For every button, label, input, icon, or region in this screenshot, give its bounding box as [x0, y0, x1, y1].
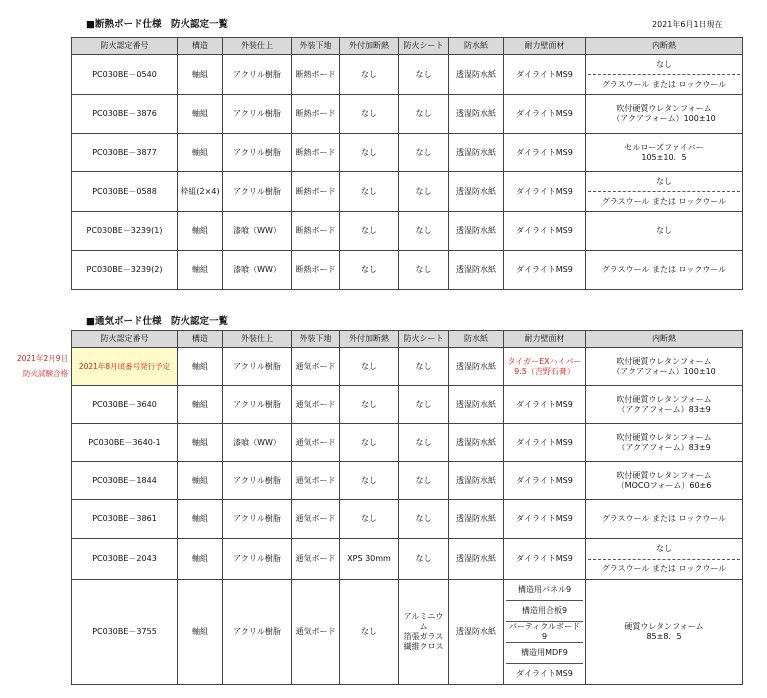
exterior-finish-cell: アクリル樹脂	[223, 55, 292, 95]
waterproof-paper-cell: 透湿防水紙	[449, 386, 504, 424]
table-row	[72, 172, 743, 212]
inner-insulation-cell: グラスウール または ロックウール	[586, 500, 743, 539]
exterior-finish-cell: アクリル樹脂	[223, 580, 292, 685]
table-row	[72, 212, 743, 251]
bearing-wall-board-cell: ダイライトMS9	[504, 251, 586, 290]
waterproof-paper-cell: 透湿防水紙	[449, 500, 504, 539]
bearing-wall-board-cell: ダイライトMS9	[504, 539, 586, 580]
table-row	[72, 539, 743, 580]
table-row	[72, 386, 743, 424]
header-cert-number: 防火認定番号	[72, 331, 178, 348]
header-structure: 構造	[178, 331, 223, 348]
exterior-base-cell: 断熱ボード	[292, 212, 340, 251]
inner-insulation-cell	[586, 539, 743, 580]
test-pass-note	[0, 351, 68, 381]
fire-sheet-cell: なし	[399, 500, 449, 539]
outer-insulation-cell: XPS 30mm	[340, 539, 399, 580]
cert-number-cell: PC030BE－0540	[72, 55, 178, 95]
exterior-base-cell: 断熱ボード	[292, 172, 340, 212]
cert-number-cell: PC030BE－3861	[72, 500, 178, 539]
inner-insulation-option: グラスウール または ロックウール	[588, 191, 740, 211]
test-pass-note-line1: 2021年2月9日	[16, 354, 68, 363]
exterior-base-cell: 通気ボード	[292, 580, 340, 685]
exterior-finish-cell: アクリル樹脂	[223, 386, 292, 424]
waterproof-paper-cell: 透湿防水紙	[449, 95, 504, 134]
fire-sheet-cell: なし	[399, 348, 449, 386]
table-row	[72, 424, 743, 462]
outer-insulation-cell: なし	[340, 424, 399, 462]
exterior-finish-cell: 漆喰（WW）	[223, 424, 292, 462]
header-exterior-base: 外装下地	[292, 331, 340, 348]
cert-number-cell: PC030BE－3876	[72, 95, 178, 134]
fire-sheet-cell: なし	[399, 212, 449, 251]
outer-insulation-cell: なし	[340, 251, 399, 290]
section2-title: ■通気ボード仕様 防火認定一覧	[86, 316, 228, 327]
exterior-base-cell: 断熱ボード	[292, 251, 340, 290]
fire-cert-table-insulation-board	[71, 37, 743, 290]
inner-insulation-cell: なし	[586, 212, 743, 251]
outer-insulation-cell: なし	[340, 212, 399, 251]
bearing-wall-board-cell: ダイライトMS9	[504, 95, 586, 134]
bearing-wall-board-cell: タイガーEXハイパー 9.5（吉野石膏）	[504, 348, 586, 386]
waterproof-paper-cell: 透湿防水紙	[449, 134, 504, 172]
section1-title: ■断熱ボード仕様 防火認定一覧	[86, 19, 228, 30]
inner-insulation-cell	[586, 55, 743, 95]
exterior-base-cell: 通気ボード	[292, 462, 340, 500]
exterior-finish-cell: アクリル樹脂	[223, 95, 292, 134]
header-inner-insulation: 内断熱	[586, 331, 743, 348]
exterior-finish-cell: アクリル樹脂	[223, 348, 292, 386]
exterior-finish-cell: 漆喰（WW）	[223, 212, 292, 251]
cert-number-cell: PC030BE－3239(2)	[72, 251, 178, 290]
waterproof-paper-cell: 透湿防水紙	[449, 462, 504, 500]
outer-insulation-cell: なし	[340, 348, 399, 386]
bearing-wall-board-cell: ダイライトMS9	[504, 462, 586, 500]
fire-sheet-cell: なし	[399, 462, 449, 500]
inner-insulation-cell: 吹付硬質ウレタンフォーム （アクアフォーム）100±10	[586, 95, 743, 134]
fire-sheet-cell: なし	[399, 539, 449, 580]
exterior-finish-cell: アクリル樹脂	[223, 172, 292, 212]
outer-insulation-cell: なし	[340, 55, 399, 95]
exterior-finish-cell: アクリル樹脂	[223, 539, 292, 580]
inner-insulation-option: なし	[656, 543, 672, 553]
structure-cell: 枠組(2×4)	[178, 172, 223, 212]
inner-insulation-cell: セルローズファイバー 105±10．5	[586, 134, 743, 172]
header-bearing-wall-board: 耐力壁面材	[504, 331, 586, 348]
bearing-wall-board-cell: ダイライトMS9	[504, 134, 586, 172]
inner-insulation-cell: グラスウール または ロックウール	[586, 251, 743, 290]
exterior-base-cell: 通気ボード	[292, 348, 340, 386]
header-inner-insulation: 内断熱	[586, 38, 743, 55]
table-row	[72, 134, 743, 172]
exterior-base-cell: 通気ボード	[292, 386, 340, 424]
structure-cell: 軸組	[178, 212, 223, 251]
structure-cell: 軸組	[178, 251, 223, 290]
waterproof-paper-cell: 透湿防水紙	[449, 580, 504, 685]
table-row	[72, 462, 743, 500]
cert-number-cell: 2021年8月頃番号発行予定	[72, 348, 178, 386]
waterproof-paper-cell: 透湿防水紙	[449, 539, 504, 580]
section1-date: 2021年6月1日現在	[652, 20, 723, 29]
header-fire-sheet: 防火シート	[399, 331, 449, 348]
inner-insulation-option: グラスウール または ロックウール	[588, 74, 740, 94]
inner-insulation-cell: 吹付硬質ウレタンフォーム （アクアフォーム）100±10	[586, 348, 743, 386]
exterior-base-cell: 通気ボード	[292, 539, 340, 580]
inner-insulation-cell: 吹付硬質ウレタンフォーム （アクアフォーム）83±9	[586, 424, 743, 462]
exterior-finish-cell: アクリル樹脂	[223, 134, 292, 172]
bearing-wall-board-cell: ダイライトMS9	[504, 172, 586, 212]
structure-cell: 軸組	[178, 134, 223, 172]
outer-insulation-cell: なし	[340, 172, 399, 212]
fire-sheet-cell: なし	[399, 251, 449, 290]
exterior-finish-cell: アクリル樹脂	[223, 462, 292, 500]
exterior-finish-cell: 漆喰（WW）	[223, 251, 292, 290]
inner-insulation-cell: 硬質ウレタンフォーム 85±8．5	[586, 580, 743, 685]
exterior-base-cell: 断熱ボード	[292, 55, 340, 95]
inner-insulation-option: なし	[656, 59, 672, 69]
header-fire-sheet: 防火シート	[399, 38, 449, 55]
table-row	[72, 500, 743, 539]
fire-cert-table-vent-board	[71, 330, 743, 685]
structure-cell: 軸組	[178, 95, 223, 134]
structure-cell: 軸組	[178, 424, 223, 462]
fire-sheet-cell: なし	[399, 172, 449, 212]
bearing-wall-board-option: パーティクルボード9	[506, 621, 583, 642]
waterproof-paper-cell: 透湿防水紙	[449, 424, 504, 462]
exterior-base-cell: 断熱ボード	[292, 134, 340, 172]
waterproof-paper-cell: 透湿防水紙	[449, 212, 504, 251]
bearing-wall-board-cell: ダイライトMS9	[504, 55, 586, 95]
header-exterior-finish: 外装仕上	[223, 331, 292, 348]
inner-insulation-option: グラスウール または ロックウール	[588, 559, 740, 580]
test-pass-note-line2: 防火試験合格	[23, 369, 68, 378]
bearing-wall-board-option: ダイライトMS9	[506, 663, 583, 684]
bearing-wall-board-option: 構造用パネル9	[517, 585, 572, 594]
structure-cell: 軸組	[178, 500, 223, 539]
exterior-finish-cell: アクリル樹脂	[223, 500, 292, 539]
structure-cell: 軸組	[178, 348, 223, 386]
bearing-wall-board-cell: ダイライトMS9	[504, 386, 586, 424]
bearing-wall-board-cell: ダイライトMS9	[504, 212, 586, 251]
fire-sheet-cell: なし	[399, 424, 449, 462]
waterproof-paper-cell: 透湿防水紙	[449, 251, 504, 290]
table-row	[72, 95, 743, 134]
exterior-base-cell: 通気ボード	[292, 424, 340, 462]
structure-cell: 軸組	[178, 580, 223, 685]
table-row	[72, 55, 743, 95]
structure-cell: 軸組	[178, 386, 223, 424]
header-structure: 構造	[178, 38, 223, 55]
bearing-wall-board-cell	[504, 580, 586, 685]
cert-number-cell: PC030BE－2043	[72, 539, 178, 580]
inner-insulation-cell	[586, 172, 743, 212]
cert-number-cell: PC030BE－0588	[72, 172, 178, 212]
bearing-wall-board-option: 構造用合板9	[506, 600, 583, 621]
outer-insulation-cell: なし	[340, 500, 399, 539]
cert-number-cell: PC030BE－1844	[72, 462, 178, 500]
table-row	[72, 251, 743, 290]
cert-number-cell: PC030BE－3640	[72, 386, 178, 424]
header-outer-insulation: 外付加断熱	[340, 38, 399, 55]
header-exterior-base: 外装下地	[292, 38, 340, 55]
header-waterproof-paper: 防水紙	[449, 331, 504, 348]
outer-insulation-cell: なし	[340, 134, 399, 172]
outer-insulation-cell: なし	[340, 386, 399, 424]
cert-number-cell: PC030BE－3877	[72, 134, 178, 172]
header-exterior-finish: 外装仕上	[223, 38, 292, 55]
outer-insulation-cell: なし	[340, 95, 399, 134]
cert-number-cell: PC030BE－3755	[72, 580, 178, 685]
structure-cell: 軸組	[178, 539, 223, 580]
table-row	[72, 348, 743, 386]
fire-sheet-cell: なし	[399, 95, 449, 134]
inner-insulation-cell: 吹付硬質ウレタンフォーム （アクアフォーム）83±9	[586, 386, 743, 424]
bearing-wall-board-cell: ダイライトMS9	[504, 424, 586, 462]
structure-cell: 軸組	[178, 462, 223, 500]
fire-sheet-cell: アルミニウム 箔張ガラス 繊維クロス	[399, 580, 449, 685]
header-cert-number: 防火認定番号	[72, 38, 178, 55]
inner-insulation-cell: 吹付硬質ウレタンフォーム （MOCOフォーム）60±6	[586, 462, 743, 500]
structure-cell: 軸組	[178, 55, 223, 95]
waterproof-paper-cell: 透湿防水紙	[449, 172, 504, 212]
fire-sheet-cell: なし	[399, 386, 449, 424]
fire-sheet-cell: なし	[399, 134, 449, 172]
header-outer-insulation: 外付加断熱	[340, 331, 399, 348]
bearing-wall-board-option: 構造用MDF9	[506, 642, 583, 663]
cert-number-cell: PC030BE－3640-1	[72, 424, 178, 462]
bearing-wall-board-cell: ダイライトMS9	[504, 500, 586, 539]
outer-insulation-cell: なし	[340, 580, 399, 685]
waterproof-paper-cell: 透湿防水紙	[449, 348, 504, 386]
exterior-base-cell: 断熱ボード	[292, 95, 340, 134]
fire-sheet-cell: なし	[399, 55, 449, 95]
exterior-base-cell: 通気ボード	[292, 500, 340, 539]
outer-insulation-cell: なし	[340, 462, 399, 500]
cert-number-cell: PC030BE－3239(1)	[72, 212, 178, 251]
header-waterproof-paper: 防水紙	[449, 38, 504, 55]
inner-insulation-option: なし	[656, 176, 672, 186]
waterproof-paper-cell: 透湿防水紙	[449, 55, 504, 95]
table-row	[72, 580, 743, 685]
header-bearing-wall-board: 耐力壁面材	[504, 38, 586, 55]
